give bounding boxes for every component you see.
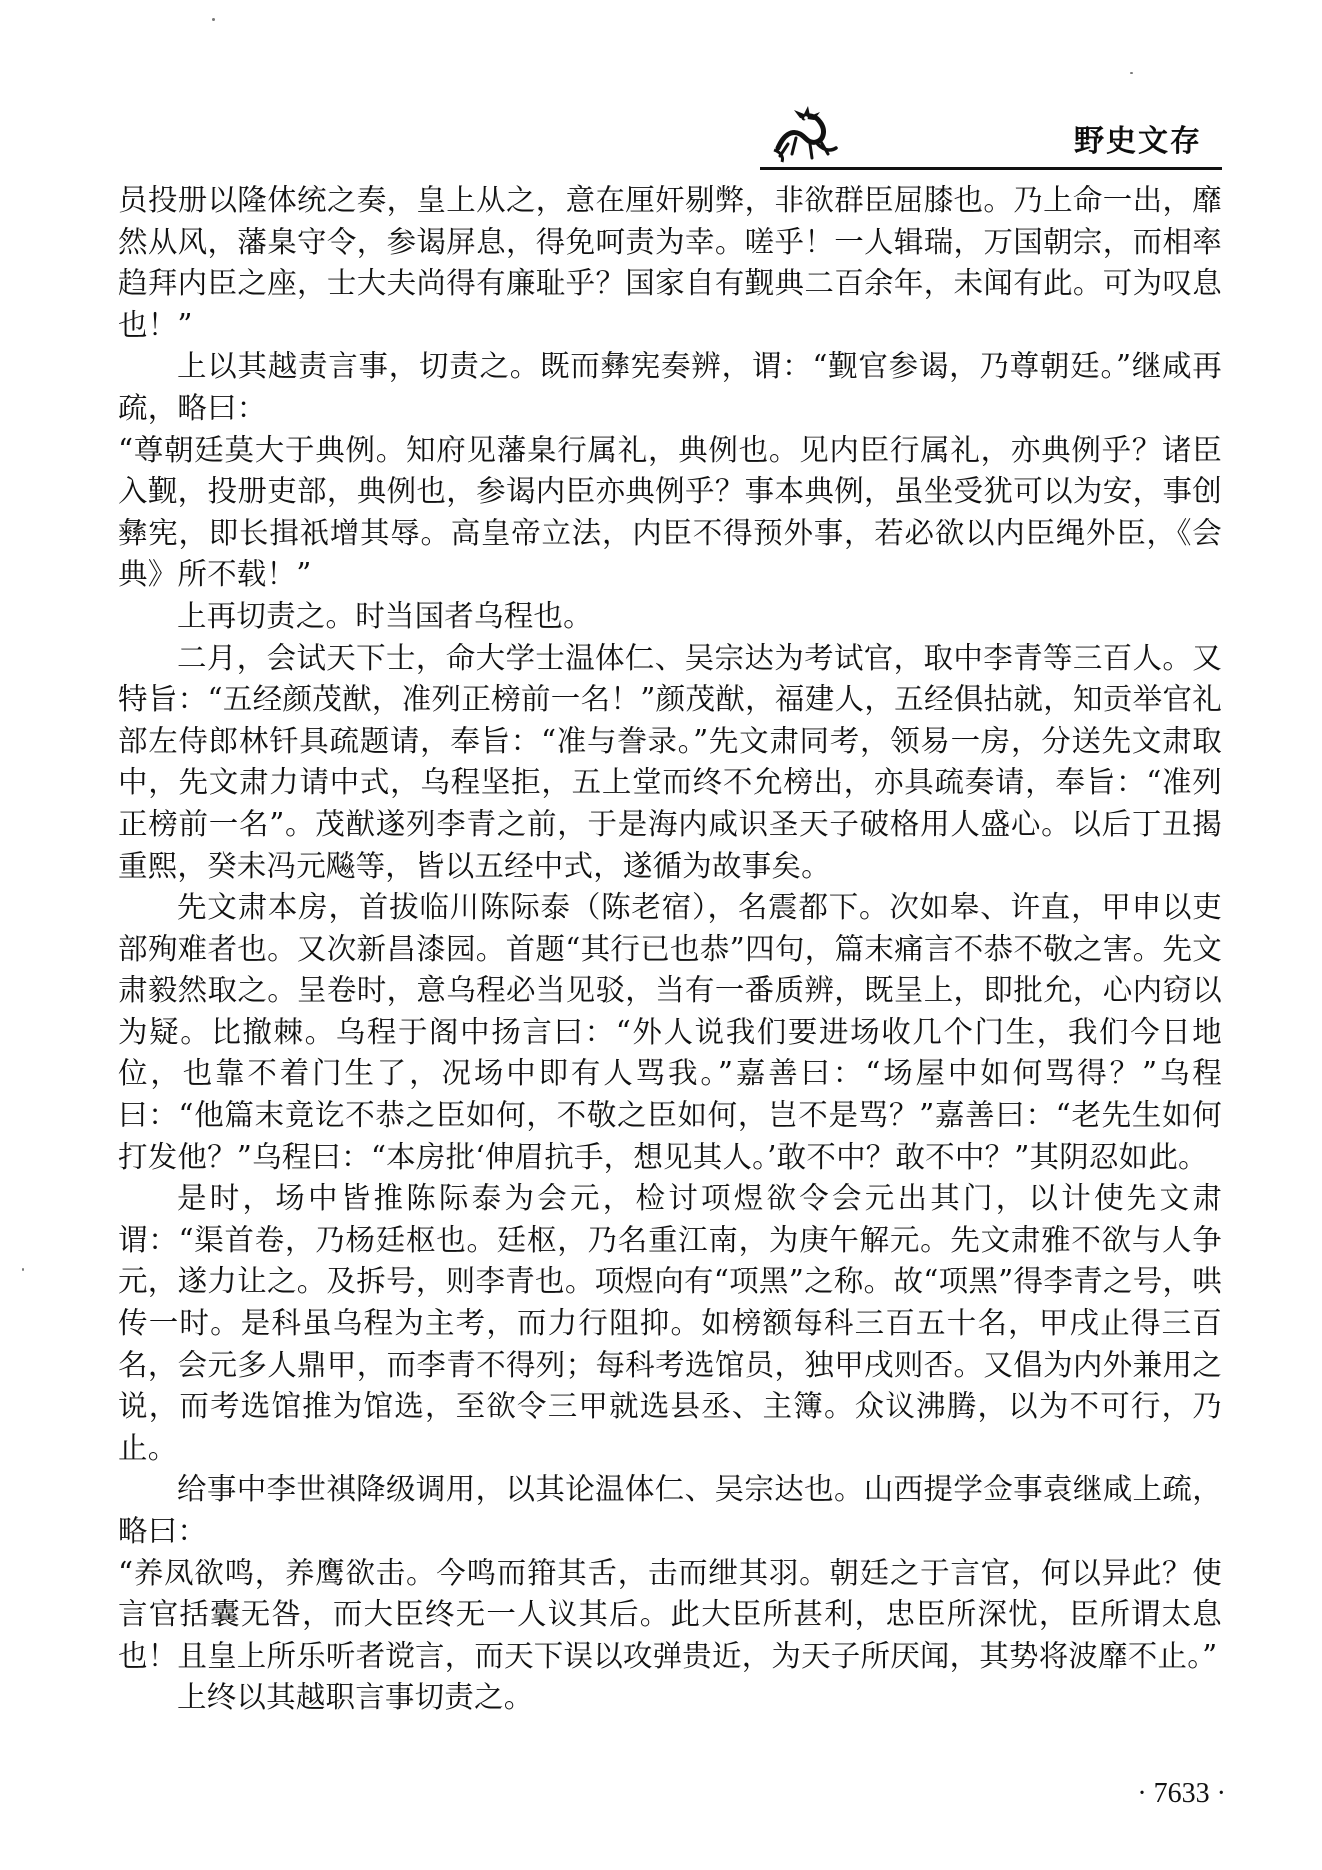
paragraph: 上再切责之。时当国者乌程也。 xyxy=(177,598,593,633)
paragraph: 先文肃本房，首拔临川陈际泰（陈老宿），名震都下。次如皋、许直，甲申以吏部殉难者也。又次新昌漆园。首题“其行已也恭”四句，篇末痛言不恭不敬之害。先文肃毅然取之。呈卷时，意乌程必当见驳，当有一番质辨，既呈上，即批允，心内窃以为疑。比撤棘。乌程于阁中扬言曰：“外人说我们要进场收几个门生，我们今日地位，也靠不着门生了，况场中即有人骂我。”嘉善曰：“场屋中如何骂得？”乌程曰：“他篇末竟讫不恭之臣如何，不敬之臣如何，岂不是骂？”嘉善曰：“老先生如何打发他？”乌程曰：“本房批‘伸眉抗手，想见其人。’敢不中？敢不中？”其阴忍如此。 xyxy=(118,890,1222,1174)
page-number: · 7633 · xyxy=(1137,1778,1226,1809)
paragraph: 上以其越责言事，切责之。既而彝宪奏辨，谓：“觐官参谒，乃尊朝廷。”继咸再疏，略曰： xyxy=(118,349,1222,425)
scan-speck xyxy=(212,18,215,21)
paragraph: 是时，场中皆推陈际泰为会元，检讨项煜欲令会元出其门，以计使先文肃谓：“渠首卷，乃杨廷枢也。廷枢，乃名重江南，为庚午解元。先文肃雅不欲与人争元，遂力让之。及拆号，则李青也。项煜向有“项黑”之称。故“项黑”得李青之号，哄传一时。是科虽乌程为主考，而力行阻抑。如榜额每科三百五十名，甲戌止得三百名，会元多人鼎甲，而李青不得列；每科考选馆员，独甲戌则否。又倡为内外兼用之说，而考选馆推为馆选，至欲令三甲就选县丞、主簿。众议沸腾，以为不可行，乃止。 xyxy=(118,1181,1222,1465)
paragraph-continuation: 员投册以隆体统之奏，皇上从之，意在厘奸剔弊，非欲群臣屈膝也。乃上命一出，靡然从风，藩臬守令，参谒屏息，得免呵责为幸。嗟乎！一人辑瑞，万国朝宗，而相率趋拜内臣之座，士大夫尚得有廉耻乎？国家自有觐典二百余年，未闻有此。可为叹息也！” xyxy=(118,183,1222,342)
paragraph: 二月，会试天下士，命大学士温体仁、吴宗达为考试官，取中李青等三百人。又特旨：“五经颜茂猷，准列正榜前一名！”颜茂猷，福建人，五经俱拈就，知贡举官礼部左侍郎林钎具疏题请，奉旨：“准与誊录。”先文肃同考，领易一房，分送先文肃取中，先文肃力请中式，乌程坚拒，五上堂而终不允榜出，亦具疏奏请，奉旨：“准列正榜前一名”。茂猷遂列李青之前，于是海内咸识圣天子破格用人盛心。以后丁丑揭重熙，癸未冯元飚等，皆以五经中式，遂循为故事矣。 xyxy=(118,640,1222,883)
running-title: 野史文存 xyxy=(1074,124,1202,159)
header-rule xyxy=(760,167,1222,170)
paragraph: 给事中李世祺降级调用，以其论温体仁、吴宗达也。山西提学佥事袁继咸上疏，略曰： xyxy=(118,1472,1222,1548)
paragraph: 上终以其越职言事切责之。 xyxy=(177,1680,534,1715)
scan-speck xyxy=(1130,72,1133,74)
quoted-memorial: “养凤欲鸣，养鹰欲击。今鸣而箝其舌，击而绁其羽。朝廷之于言官，何以异此？使言官括囊无咎，而大臣终无一人议其后。此大臣所甚利，忠臣所深忧，臣所谓太息也！且皇上所乐听者谠言，而天下误以攻弹贵近，为天子所厌闻，其势将波靡不止。” xyxy=(118,1555,1222,1673)
running-header xyxy=(760,98,1222,170)
dragon-emblem-icon xyxy=(770,104,840,166)
quoted-memorial: “尊朝廷莫大于典例。知府见藩臬行属礼，典例也。见内臣行属礼，亦典例乎？诸臣入觐，投册吏部，典例也，参谒内臣亦典例乎？事本典例，虽坐受犹可以为安，事创彝宪，即长揖祇增其辱。高皇帝立法，内臣不得预外事，若必欲以内臣绳外臣，《会典》所不载！” xyxy=(118,432,1222,592)
body-text xyxy=(118,180,1222,1719)
scan-speck xyxy=(22,1268,24,1271)
